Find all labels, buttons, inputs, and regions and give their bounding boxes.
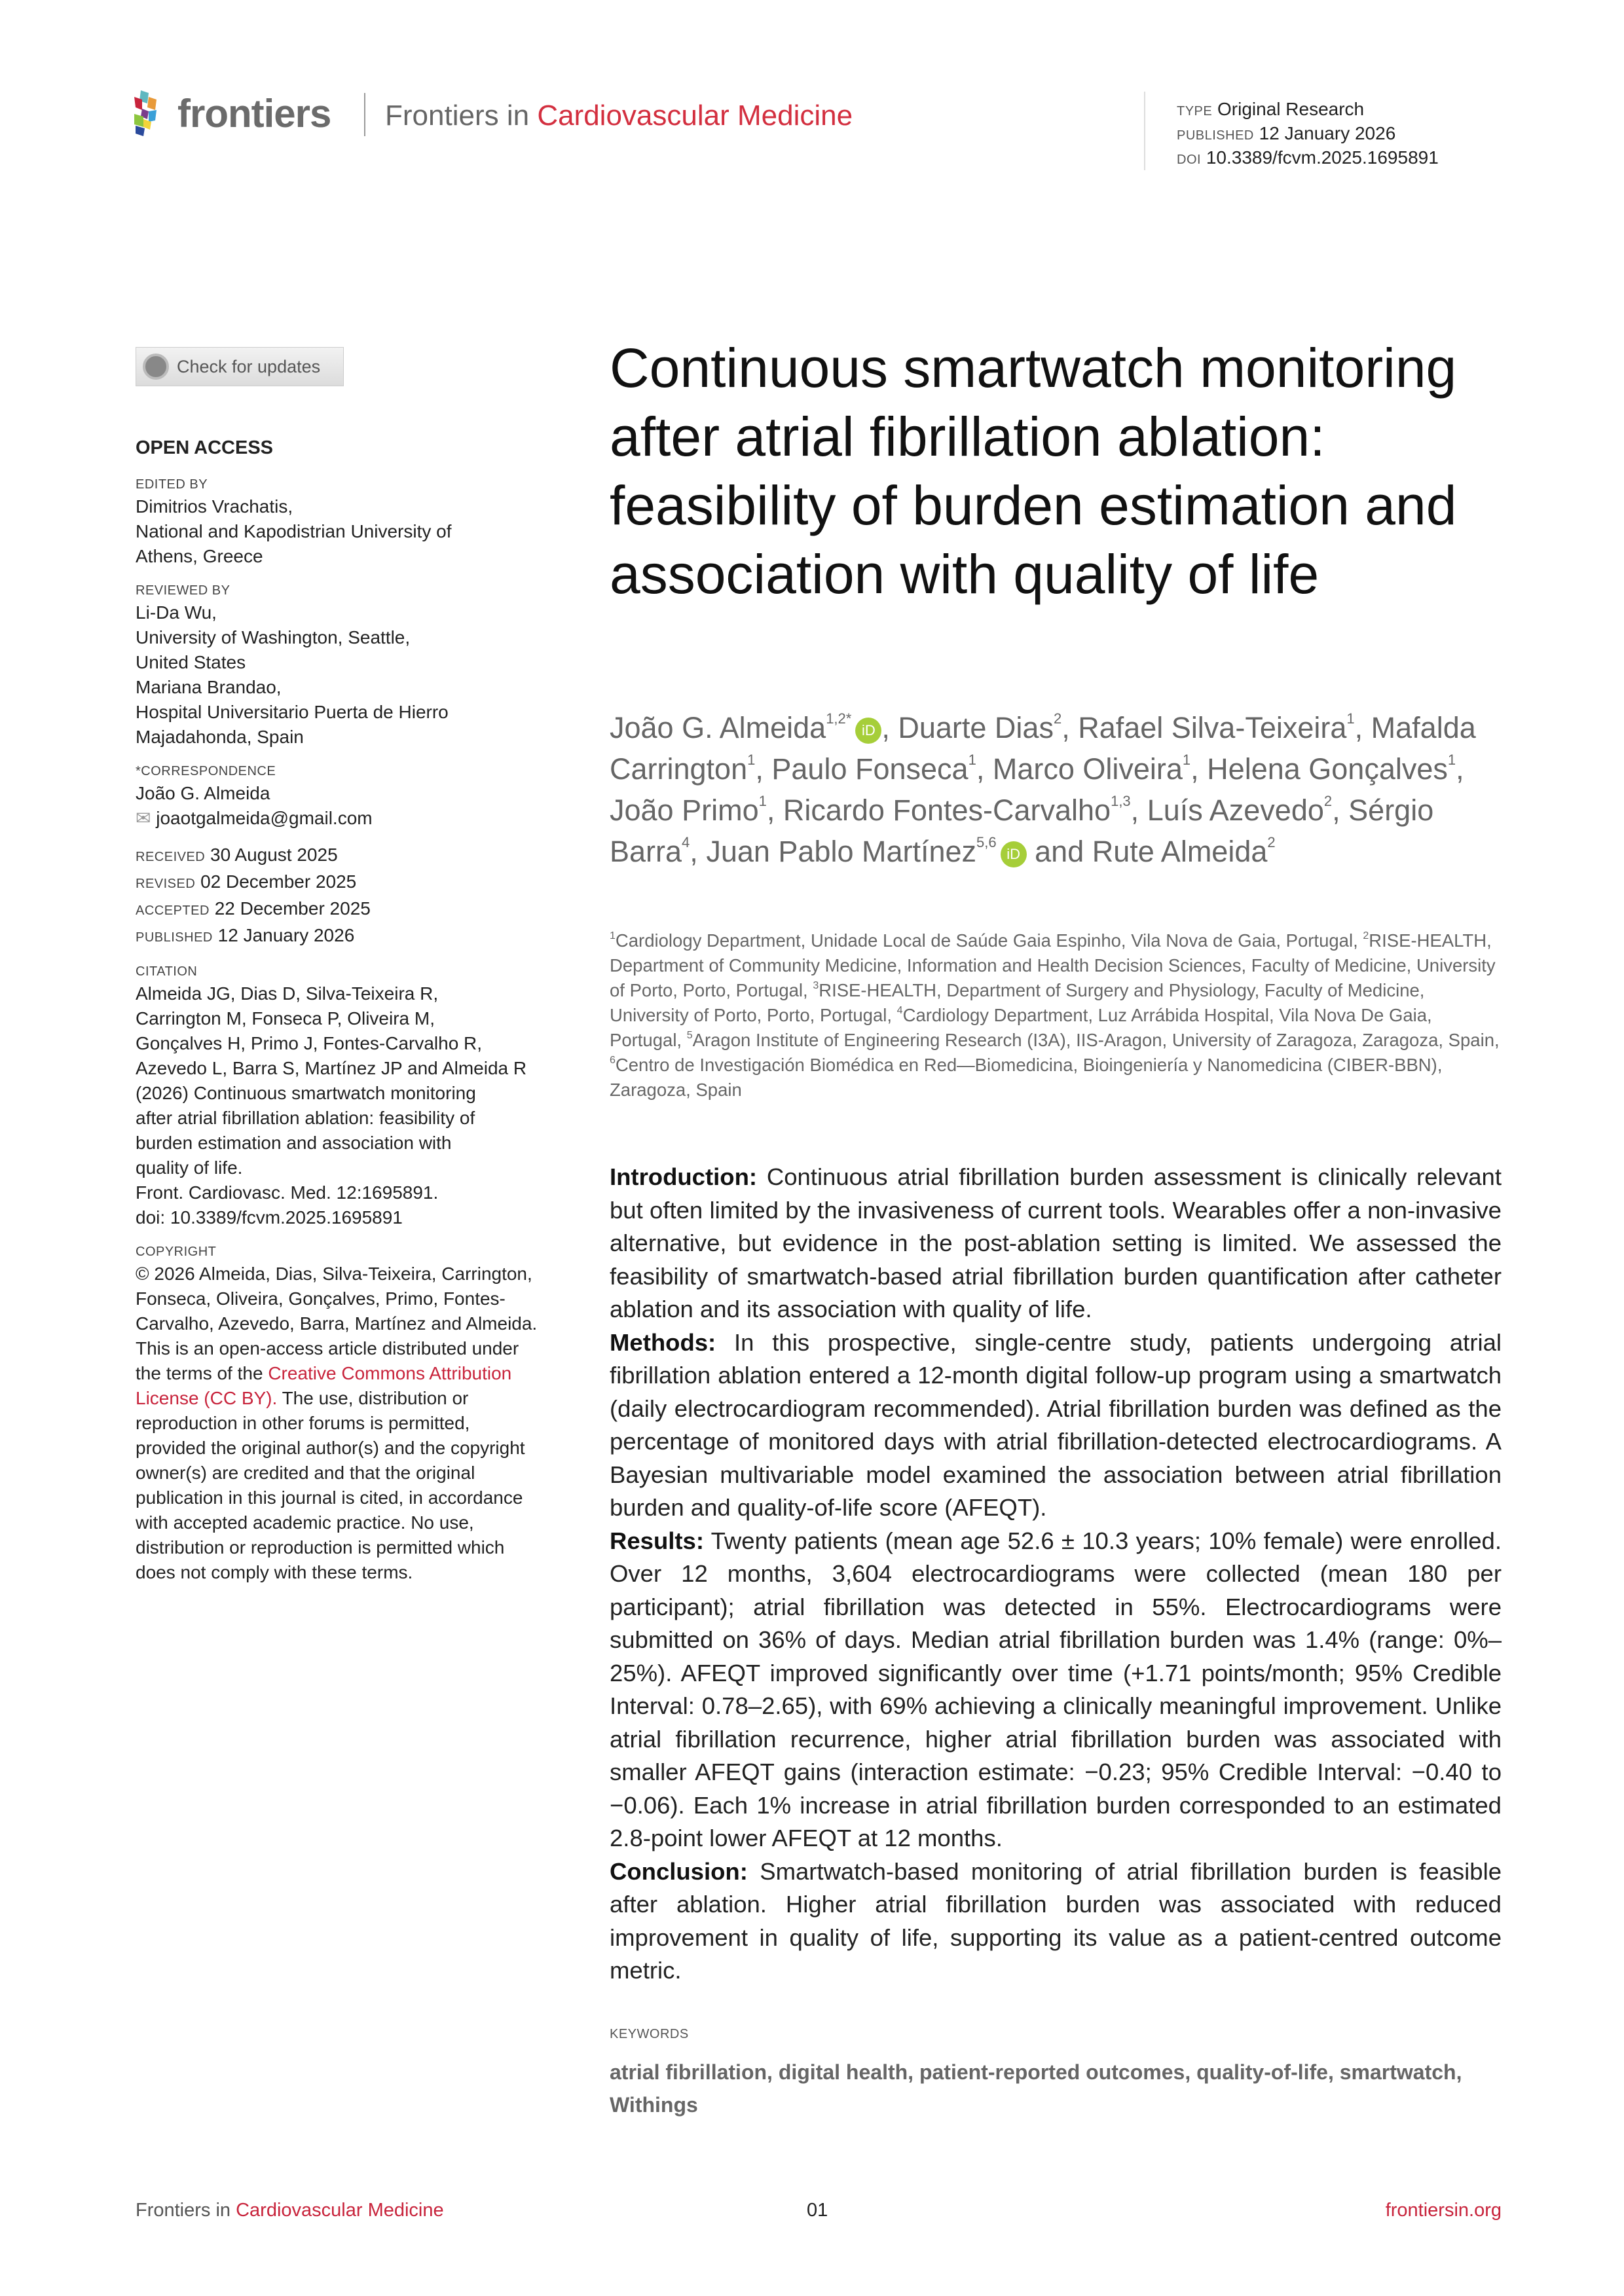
author-affiliation-sup: 1 [1447,752,1456,768]
reviewer-line: Li-Da Wu, [136,602,217,623]
citation-line: Azevedo L, Barra S, Martínez JP and Almeida R [136,1058,527,1078]
author-separator: , [1354,711,1371,744]
author-separator: , [881,711,898,744]
author-name: Rute Almeida [1092,835,1268,868]
author-name: Ricardo Fontes-Carvalho [783,793,1111,827]
author-separator: , [755,752,772,786]
reviewer-line: Mariana Brandao, [136,677,282,697]
author[interactable] [898,711,1061,744]
author-separator: , [1190,752,1208,786]
author-name: Juan Pablo Martínez [706,835,977,868]
date-label: RECEIVED [136,850,206,864]
orcid-icon[interactable]: iD [855,718,881,744]
copyright-text [136,1262,542,1585]
reviewed-by-label: REVIEWED BY [136,583,231,598]
check-for-updates-label: Check for updates [177,356,321,376]
affiliation-text: Cardiology Department, Unidade Local de Saúde Gaia Espinho, Vila Nova de Gaia, Portugal, [615,930,1363,951]
abstract-section-text: Smartwatch-based monitoring of atrial fibrillation burden is feasible after ablation. Higher atrial fibrillation burden was associated with reduced improvement in quality of life, supporting its value as a patient-centred outcome metric. [610,1857,1502,1984]
published-date: 12 January 2026 [1259,123,1396,143]
logo-text: frontiers [177,91,331,136]
abstract-section [610,1525,1502,1855]
author[interactable] [706,835,996,868]
author-affiliation-sup: 1 [1346,710,1355,727]
edited-by [136,494,542,569]
orcid-icon[interactable]: iD [1001,841,1027,867]
affiliation-text: RISE-HEALTH, Department of Community Medicine, Information and Health Decision Sciences, Faculty of Medicine, University of Porto, Porto, Portugal, [610,930,1496,1000]
check-for-updates-button[interactable] [136,347,344,386]
reviewer-line: Hospital Universitario Puerta de Hierro [136,702,449,722]
citation-line: quality of life. [136,1157,243,1178]
date-label: ACCEPTED [136,903,210,918]
citation-line: (2026) Continuous smartwatch monitoring [136,1083,476,1103]
doi-label: DOI [1177,153,1202,167]
author-name: João Primo [610,793,759,827]
author[interactable] [993,752,1190,786]
author-affiliation-sup: 2 [1267,834,1276,850]
affiliation-number: 3 [813,980,819,991]
article-title: Continuous smartwatch monitoring after atrial fibrillation ablation: feasibility of burden estimation and association with quality of life [610,337,1457,605]
citation-label: CITATION [136,964,198,979]
journal-title[interactable] [385,100,853,132]
author[interactable] [610,711,851,744]
footer-site-link[interactable]: frontiersin.org [1385,2200,1502,2221]
reviewer-line: United States [136,652,246,672]
meta-divider [1144,92,1145,170]
citation-line: Almeida JG, Dias D, Silva-Teixeira R, [136,983,439,1004]
edited-by-label: EDITED BY [136,477,208,492]
author[interactable] [1092,835,1276,868]
author-affiliation-sup: 4 [682,834,690,850]
citation-line: Carrington M, Fonseca P, Oliveira M, [136,1008,435,1029]
sidebar [136,435,542,1585]
author-name: João G. Almeida [610,711,826,744]
date-row [136,896,542,923]
type-label: TYPE [1177,104,1213,118]
date-value: 22 December 2025 [214,898,371,919]
editor-line: Athens, Greece [136,546,263,566]
editor-line: National and Kapodistrian University of [136,521,452,541]
author-affiliation-sup: 2 [1323,793,1333,809]
author-separator: , [1456,752,1464,786]
author-name: Sérgio Barra [610,793,1434,868]
affiliation-text: RISE-HEALTH, Department of Surgery and Physiology, Faculty of Medicine, University of Porto, Porto, Portugal, [610,980,1425,1025]
header-divider [364,93,365,136]
update-icon [143,354,169,380]
date-value: 02 December 2025 [200,871,357,892]
keywords-label: KEYWORDS [610,2027,689,2041]
abstract [610,1161,1502,1988]
author-affiliation-sup: 1 [758,793,767,809]
author-affiliation-sup: 2 [1053,710,1062,727]
frontiers-logo-icon [134,90,171,136]
email-text[interactable]: joaotgalmeida@gmail.com [156,808,373,828]
correspondence-name: João G. Almeida [136,783,270,803]
mail-icon: ✉ [136,808,151,828]
footer-prefix: Frontiers in [136,2200,231,2221]
journal-prefix: Frontiers in [385,100,530,132]
date-value: 30 August 2025 [210,845,338,865]
affiliation-number: 2 [1363,930,1369,941]
citation-line: Gonçalves H, Primo J, Fontes-Carvalho R, [136,1033,483,1053]
page-number: 01 [807,2200,828,2221]
affiliation-text: Aragon Institute of Engineering Research (I3A), IIS-Aragon, University of Zaragoza, Zaragoza, Spain, [692,1030,1500,1050]
abstract-section-text: In this prospective, single-centre study, patients undergoing atrial fibrillation ablation entered a 12-month digital follow-up program using a smartwatch (daily electrocardiogram recommended). Atrial fibrillation burden was defined as the percentage of monitored days with atrial fibrillation-detected electrocardiograms. A Bayesian multivariable model examined the association between atrial fibrillation burden and quality-of-life score (AFEQT). [610,1328,1502,1521]
abstract-section [610,1326,1502,1525]
dates [136,843,542,950]
affiliation-text: Centro de Investigación Biomédica en Red—Biomedicina, Bioingeniería y Nanomedicina (CIBER-BBN), Zaragoza, Spain [610,1055,1443,1100]
author-separator: , [766,793,783,827]
copyright-before: © 2026 Almeida, Dias, Silva-Teixeira, Carrington, Fonseca, Oliveira, Gonçalves, Primo, Fontes-Carvalho, Azevedo, Barra, Martínez and Almeida. This is an open-access article distributed under the terms of the [136,1264,538,1383]
date-label: REVISED [136,877,196,891]
reviewer-line: University of Washington, Seattle, [136,627,411,647]
correspondence-label: *CORRESPONDENCE [136,764,276,778]
author-affiliation-sup: 1 [747,752,756,768]
author-name: Marco Oliveira [992,752,1183,786]
author-separator: and [1026,835,1092,868]
copyright-label: COPYRIGHT [136,1245,217,1259]
author-name: Luís Azevedo [1147,793,1324,827]
citation-line: doi: 10.3389/fcvm.2025.1695891 [136,1207,403,1228]
affiliation-number: 4 [896,1005,903,1016]
author-affiliation-sup: 1,3 [1111,793,1131,809]
footer-journal[interactable] [136,2200,444,2221]
reviewer-line: Majadahonda, Spain [136,727,304,747]
date-label: PUBLISHED [136,930,213,945]
citation [136,981,542,1230]
author[interactable] [1147,793,1332,827]
editor-line: Dimitrios Vrachatis, [136,496,293,517]
affiliation-text: Cardiology Department, Luz Arrábida Hospital, Vila Nova De Gaia, Portugal, [610,1005,1432,1050]
author-name: Duarte Dias [898,711,1054,744]
author-affiliation-sup: 1,2* [826,710,852,727]
abstract-section-label: Conclusion: [610,1857,748,1885]
published-label: PUBLISHED [1177,128,1254,143]
abstract-section-text: Twenty patients (mean age 52.6 ± 10.3 years; 10% female) were enrolled. Over 12 months, 3,604 electrocardiograms were collected (mean 180 per participant); atrial fibrillation was detected in 55%. Electrocardiograms were submitted on 36% of days. Median atrial fibrillation burden was 1.4% (range: 0%–25%). AFEQT improved significantly over time (+1.71 points/month; 95% Credible Interval: 0.78–2.65), with 69% achieving a clinically meaningful improvement. Unlike atrial fibrillation recurrence, higher atrial fibrillation burden was associated with smaller AFEQT gains (interaction estimate: −0.23; 95% Credible Interval: −0.40 to −0.06). Each 1% increase in atrial fibrillation burden corresponded to an estimated 2.8-point lower AFEQT at 12 months. [610,1527,1502,1851]
keywords: atrial fibrillation, digital health, patient-reported outcomes, quality-of-life, smartwatch, Withings [610,2060,1462,2117]
date-row [136,923,542,950]
author-separator: , [1061,711,1079,744]
abstract-section [610,1161,1502,1326]
author[interactable] [783,793,1131,827]
affiliation-number: 1 [610,930,616,941]
author-name: Paulo Fonseca [771,752,969,786]
affiliation-number: 6 [610,1055,616,1066]
author[interactable] [610,793,767,827]
author-affiliation-sup: 1 [1182,752,1191,768]
article-meta [1177,98,1439,171]
author-affiliation-sup: 5,6 [976,834,997,850]
journal-name: Cardiovascular Medicine [537,100,853,132]
author[interactable] [1207,752,1456,786]
citation-line: after atrial fibrillation ablation: feasibility of [136,1108,475,1128]
abstract-section-label: Results: [610,1527,705,1554]
date-row [136,843,542,869]
author-separator: , [976,752,993,786]
cc-by-license-link[interactable]: Creative Commons Attribution License (CC BY). [136,1363,512,1408]
author-separator: , [1332,793,1349,827]
frontiers-logo[interactable] [134,90,331,136]
abstract-section-label: Introduction: [610,1163,758,1190]
article-type: Original Research [1217,99,1365,119]
author[interactable] [1078,711,1354,744]
author-name: Rafael Silva-Teixeira [1078,711,1347,744]
date-row [136,869,542,896]
author-name: Mafalda Carrington [610,711,1476,786]
author-name: Helena Gonçalves [1207,752,1448,786]
reviewed-by [136,600,542,750]
author-separator: , [1130,793,1147,827]
author-separator: , [690,835,707,868]
affiliation-number: 5 [686,1030,693,1041]
affiliations [610,928,1504,1102]
date-value: 12 January 2026 [217,925,355,945]
abstract-section-label: Methods: [610,1328,716,1356]
copyright-after: The use, distribution or reproduction in other forums is permitted, provided the original author(s) and the copyright owner(s) are credited and that the original publication in this journal is cited, in accordance with accepted academic practice. No use, distribution or reproduction is permitted which does not comply with these terms. [136,1388,525,1582]
abstract-section-text: Continuous atrial fibrillation burden assessment is clinically relevant but often limited by the invasiveness of current tools. Wearables offer a non-invasive alternative, but evidence in the post-ablation setting is limited. We assessed the feasibility of smartwatch-based atrial fibrillation burden quantification after catheter ablation and its association with quality of life. [610,1163,1502,1322]
open-access-label: OPEN ACCESS [136,437,274,458]
abstract-section [610,1855,1502,1988]
correspondence-email[interactable] [136,806,542,831]
author[interactable] [771,752,976,786]
doi-link[interactable]: 10.3389/fcvm.2025.1695891 [1206,147,1439,168]
author-affiliation-sup: 1 [968,752,976,768]
citation-line: Front. Cardiovasc. Med. 12:1695891. [136,1182,439,1203]
author-list [610,707,1513,872]
footer-journal-name: Cardiovascular Medicine [236,2200,444,2221]
citation-line: burden estimation and association with [136,1133,452,1153]
